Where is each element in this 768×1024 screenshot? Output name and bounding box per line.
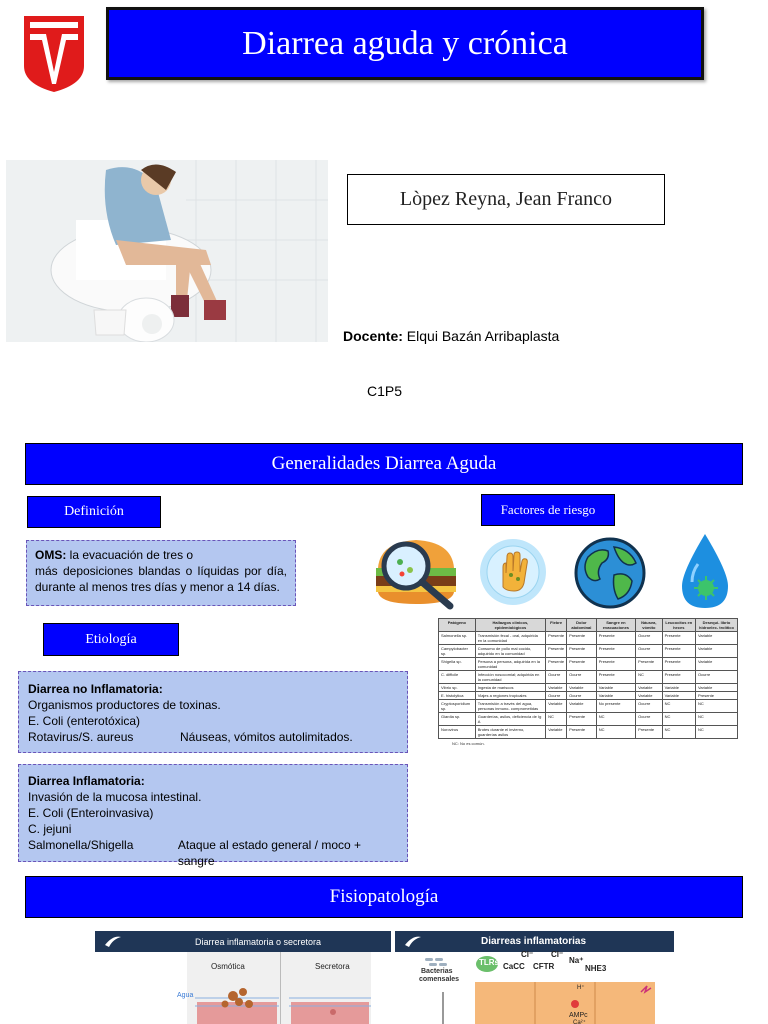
table-cell: Presente [567,645,597,658]
table-header-cell: Náusea, vómito [636,619,662,632]
table-cell: Variable [546,684,567,692]
table-cell: Presente [662,658,695,671]
table-cell: Shigella sp. [439,658,476,671]
tlrs-label: TLRs [479,958,499,967]
docente-line [343,328,559,344]
inflamatoria-line: Invasión de la mucosa intestinal. [28,790,202,804]
table-header-cell: Hallazgos clínicos, epidemiológicos [475,619,545,632]
table-cell: Salmonella sp. [439,632,476,645]
table-row [439,632,738,645]
table-cell: NC [662,700,695,713]
table-cell: Variable [662,692,695,700]
table-cell: Ocurre [546,692,567,700]
slide-header [395,931,674,952]
table-cell: Infección nosocomial; adquirida en la comunidad [475,671,545,684]
table-cell: NC [596,726,635,739]
table-cell: Presente [636,658,662,671]
factores-label: Factores de riesgo [500,502,596,517]
table-header-cell: Fiebre [546,619,567,632]
table-cell: Vibrio sp. [439,684,476,692]
docente-name: Elqui Bazán Arribaplasta [406,328,560,344]
na-label: Na⁺ [569,956,584,965]
section-title: Generalidades Diarrea Aguda [271,453,497,474]
table-cell: Presente [662,645,695,658]
table-cell: NC [662,726,695,739]
table-row [439,713,738,726]
inflamatoria-line: C. jejuni [28,822,72,836]
table-cell: Presente [546,632,567,645]
table-header-cell: Sangre en evacuaciones [596,619,635,632]
university-logo [22,14,86,94]
table-cell: Presente [662,671,695,684]
osmotica-label: Osmótica [211,962,245,971]
table-header-cell: Leucocitos en heces [662,619,695,632]
table-row [439,645,738,658]
table-cell: Presente [546,658,567,671]
no-inflamatoria-title: Diarrea no Inflamatoria: [28,682,163,696]
oms-line2: más deposiciones blandas o líquidas por día, [35,564,287,578]
table-cell: Giardia sp. [439,713,476,726]
table-cell: NC [695,700,737,713]
cftr-label: CFTR [533,962,555,971]
table-cell: Variable [596,684,635,692]
cl-label-2: Cl⁻ [551,950,564,959]
table-cell: Presente [567,632,597,645]
table-row [439,684,738,692]
section-title: Fisiopatología [329,886,439,907]
table-cell: Persona a persona, adquirida en la comunidad [475,658,545,671]
slide-header [95,931,391,952]
table-cell: Presente [567,726,597,739]
author-name: Lòpez Reyna, Jean Franco [399,188,613,210]
author-box [347,174,665,225]
germ-hand-icon [478,537,548,607]
table-cell: C. difficile [439,671,476,684]
table-cell: NC [695,726,737,739]
slide2-title: Diarreas inflamatorias [481,936,587,947]
course-code: C1P5 [367,383,403,399]
table-row [439,700,738,713]
table-cell: Presente [636,726,662,739]
table-cell: Presente [596,658,635,671]
inflamatoria-title: Diarrea Inflamatoria: [28,774,145,788]
table-cell: Variable [695,632,737,645]
etiologia-label: Etiología [85,631,137,647]
table-cell: Variable [636,684,662,692]
slide1-title: Diarrea inflamatoria o secretora [195,936,322,947]
table-cell: NC [695,713,737,726]
table-cell: Ocurre [567,671,597,684]
table-cell: Ocurre [636,700,662,713]
table-cell: Variable [596,692,635,700]
slide-diarreas-inflamatorias [395,931,674,1024]
oms-line3: durante al menos tres días y menor a 14 días. [35,580,280,594]
table-cell: Consumo de pollo mal cocido, adquirido en la comunidad [475,645,545,658]
cacc-label: CaCC [503,962,525,971]
oms-text1: la evacuación de tres o [66,548,194,562]
table-cell: Presente [662,632,695,645]
table-cell: Campylobacter sp. [439,645,476,658]
definicion-label-box [27,496,161,528]
page-title: Diarrea aguda y crónica [242,24,568,62]
table-cell: Transmisión a través del agua, personas inmuno- comprometidas [475,700,545,713]
section-banner-generalidades [25,443,743,485]
table-cell: Ocurre [636,645,662,658]
table-cell: Ocurre [636,713,662,726]
table-cell: E. histolytica [439,692,476,700]
table-cell: NC [636,671,662,684]
section-banner-fisiopatologia [25,876,743,918]
table-cell: Transmisión fecal - oral, adquirida en la comunidad [475,632,545,645]
table-cell: Ocurre [567,692,597,700]
h-label: H⁺ [577,985,585,991]
table-note: NC: No es común. [452,741,485,746]
burger-magnifier-icon [372,532,468,612]
no-inflamatoria-line: E. Coli (enterotóxica) [28,714,141,728]
table-cell: Variable [567,700,597,713]
diarrea-no-inflamatoria-panel [18,671,408,753]
no-inflamatoria-agent: Rotavirus/S. aureus [28,730,134,744]
table-cell: Variable [662,684,695,692]
nhe3-label: NHE3 [585,964,607,973]
bacterias-label: Bacterias [421,968,453,975]
earth-globe-icon [574,537,646,609]
table-cell: Variable [695,658,737,671]
ca-label: Ca²⁺ [573,1020,586,1024]
oms-label: OMS: [35,548,67,562]
table-cell: Variable [567,684,597,692]
pathogen-table-image [438,618,740,858]
ampc-label: AMPc [569,1012,588,1019]
title-banner [106,7,704,80]
inflamatoria-agent: Salmonella/Shigella [28,838,134,852]
table-cell: Ingesta de mariscos [475,684,545,692]
table-cell: Presente [546,645,567,658]
table-cell: Ocurre [695,671,737,684]
pathogen-table [438,618,738,739]
water-drop-virus-icon [678,532,732,612]
definicion-label: Definición [64,504,124,519]
table-cell: Ocurre [636,632,662,645]
table-cell: NC [596,713,635,726]
table-cell: NC [546,713,567,726]
slide-diarrea-inflamatoria-secretora [95,931,391,1024]
table-header-row [439,619,738,632]
table-cell: Presente [596,671,635,684]
inflamatoria-line: E. Coli (Enteroinvasiva) [28,806,154,820]
table-cell: Brotes durante el invierno, guarderías asilos [475,726,545,739]
brand-swoosh-icon [403,935,423,949]
person-toilet-photo [6,160,328,342]
cl-label-1: Cl⁻ [521,950,534,959]
no-inflamatoria-symptoms: Náuseas, vómitos autolimitados. [180,730,353,744]
brand-swoosh-icon [103,935,123,949]
secretora-label: Secretora [315,962,350,971]
table-cell: Variable [695,645,737,658]
table-cell: Presente [596,632,635,645]
table-cell: Guarderías, asilos, deficiencia de Ig A [475,713,545,726]
agua-label: Agua [177,992,194,999]
comensales-label: comensales [419,976,460,983]
table-cell: Variable [546,726,567,739]
table-row [439,726,738,739]
no-inflamatoria-line: Organismos productores de toxinas. [28,698,221,712]
table-cell: Viajes a regiones tropicales [475,692,545,700]
table-cell: Norovirus [439,726,476,739]
table-cell: Variable [695,684,737,692]
diarrea-inflamatoria-panel [18,764,408,868]
table-cell: Presente [695,692,737,700]
inflamatoria-symptoms: Ataque al estado general / moco + sangre [177,838,362,868]
table-header-cell: Patógeno [439,619,476,632]
oms-definition-panel [26,540,296,606]
table-header-cell: Desequi- librio hidroelec- trolítico [695,619,737,632]
table-cell: Presente [567,713,597,726]
table-cell: Presente [567,658,597,671]
table-cell: Presente [596,645,635,658]
table-cell: No presente [596,700,635,713]
table-row [439,671,738,684]
table-row [439,658,738,671]
table-cell: Cryptosporidium sp. [439,700,476,713]
table-header-cell: Dolor abdominal [567,619,597,632]
etiologia-label-box [43,623,179,656]
table-cell: NC [662,713,695,726]
docente-label: Docente: [343,328,403,344]
table-cell: Variable [636,692,662,700]
oms-line1 [35,547,287,563]
intestinal-cells-illustration [193,982,373,1024]
factores-label-box [481,494,615,526]
table-cell: Variable [546,700,567,713]
table-cell: Ocurre [546,671,567,684]
table-row [439,692,738,700]
